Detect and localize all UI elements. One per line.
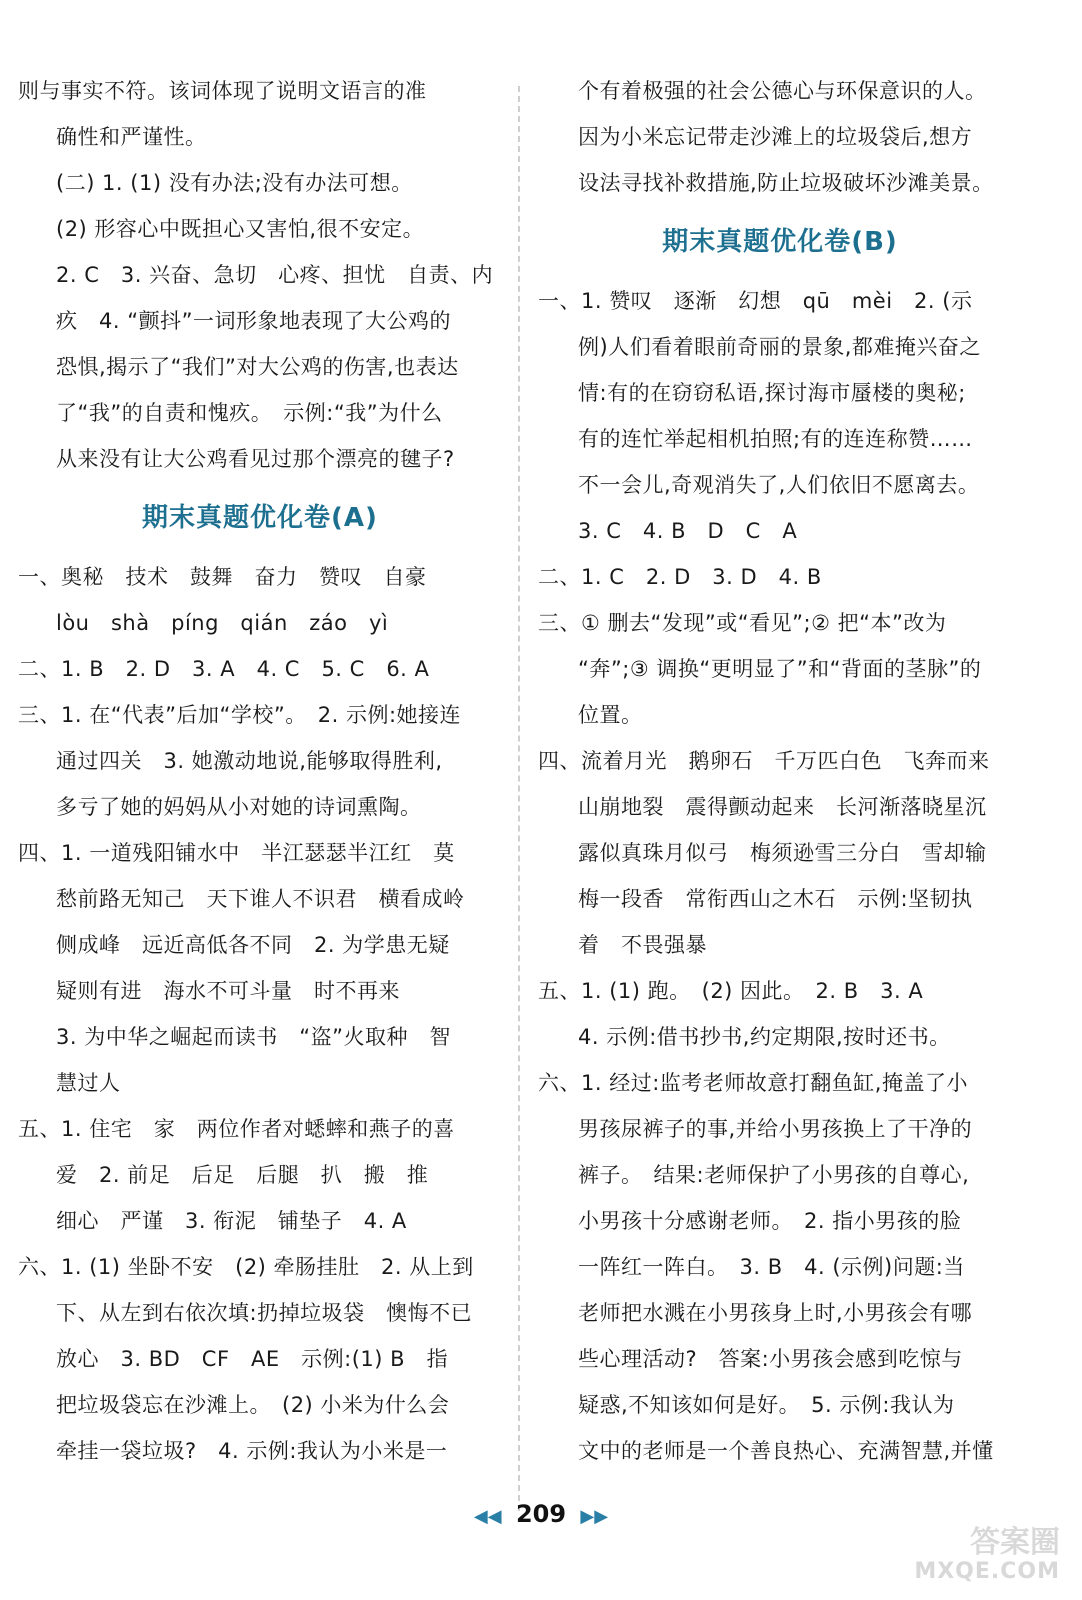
watermark-logo: [860, 1526, 1060, 1586]
text-line: 些心理活动? 答案:小男孩会感到吃惊与: [578, 1347, 963, 1371]
text-line: 裤子。 结果:老师保护了小男孩的自尊心,: [578, 1163, 970, 1187]
text-line: 例)人们看着眼前奇丽的景象,都难掩兴奋之: [578, 335, 981, 359]
text-line: 六、1. (1) 坐卧不安 (2) 牵肠挂肚 2. 从上到: [18, 1255, 474, 1279]
text-line: 3. C 4. B D C A: [578, 519, 798, 543]
section-title-b: 期末真题优化卷(B): [662, 227, 898, 257]
text-line: lòu shà píng qián záo yì: [56, 611, 389, 635]
right-column: [538, 68, 1022, 1474]
text-line: 山崩地裂 震得颤动起来 长河渐落晓星沉: [578, 795, 987, 819]
text-line: 一、1. 赞叹 逐渐 幻想 qū mèi 2. (示: [538, 289, 973, 313]
text-line: 疑惑,不知该如何是好。 5. 示例:我认为: [578, 1393, 955, 1417]
text-line: 疚 4. “颤抖”一词形象地表现了大公鸡的: [56, 309, 451, 333]
prev-arrows-icon: ◀◀: [473, 1506, 502, 1527]
watermark-text: 答案圈: [970, 1525, 1060, 1560]
column-divider: [518, 86, 520, 1511]
text-line: 则与事实不符。该词体现了说明文语言的准: [18, 79, 427, 103]
text-line: 四、流着月光 鹅卵石 千万匹白色 飞奔而来: [538, 749, 990, 773]
text-line: 露似真珠月似弓 梅须逊雪三分白 雪却输: [578, 841, 987, 865]
text-line: 爱 2. 前足 后足 后腿 扒 搬 推: [56, 1163, 429, 1187]
text-line: 设法寻找补救措施,防止垃圾破坏沙滩美景。: [578, 171, 994, 195]
text-line: 五、1. (1) 跑。 (2) 因此。 2. B 3. A: [538, 979, 924, 1003]
text-line: 下、从左到右依次填:扔掉垃圾袋 懊悔不已: [56, 1301, 473, 1325]
next-arrows-icon: ▶▶: [580, 1506, 609, 1527]
page-number: 209: [515, 1500, 567, 1528]
text-line: 因为小米忘记带走沙滩上的垃圾袋后,想方: [578, 125, 973, 149]
text-line: 侧成峰 远近高低各不同 2. 为学患无疑: [56, 933, 450, 957]
text-line: 了“我”的自责和愧疚。 示例:“我”为什么: [56, 401, 443, 425]
text-line: 一阵红一阵白。 3. B 4. (示例)问题:当: [578, 1255, 965, 1279]
text-line: 从来没有让大公鸡看见过那个漂亮的毽子?: [56, 447, 455, 471]
text-line: 男孩尿裤子的事,并给小男孩换上了干净的: [578, 1117, 973, 1141]
text-line: 四、1. 一道残阳铺水中 半江瑟瑟半江红 莫: [18, 841, 455, 865]
text-line: 疑则有进 海水不可斗量 时不再来: [56, 979, 400, 1003]
text-line: 4. 示例:借书抄书,约定期限,按时还书。: [578, 1025, 951, 1049]
text-line: 放心 3. BD CF AE 示例:(1) B 指: [56, 1347, 449, 1371]
text-line: “奔”;③ 调换“更明显了”和“背面的茎脉”的: [578, 657, 982, 681]
text-line: 二、1. B 2. D 3. A 4. C 5. C 6. A: [18, 657, 430, 681]
text-line: 把垃圾袋忘在沙滩上。 (2) 小米为什么会: [56, 1393, 450, 1417]
text-line: 不一会儿,奇观消失了,人们依旧不愿离去。: [578, 473, 980, 497]
text-line: 二、1. C 2. D 3. D 4. B: [538, 565, 822, 589]
text-line: 一、奥秘 技术 鼓舞 奋力 赞叹 自豪: [18, 565, 427, 589]
text-line: 愁前路无知己 天下谁人不识君 横看成岭: [56, 887, 465, 911]
text-line: 梅一段香 常衔西山之木石 示例:坚韧执: [578, 887, 973, 911]
text-line: 慧过人: [56, 1071, 121, 1095]
text-line: 老师把水溅在小男孩身上时,小男孩会有哪: [578, 1301, 973, 1325]
text-line: 位置。: [578, 703, 643, 727]
text-line: 牵挂一袋垃圾? 4. 示例:我认为小米是一: [56, 1439, 448, 1463]
text-line: 三、1. 在“代表”后加“学校”。 2. 示例:她接连: [18, 703, 462, 727]
text-line: 通过四关 3. 她激动地说,能够取得胜利,: [56, 749, 443, 773]
text-line: 有的连忙举起相机拍照;有的连连称赞……: [578, 427, 973, 451]
text-line: 恐惧,揭示了“我们”对大公鸡的伤害,也表达: [56, 355, 459, 379]
text-line: 2. C 3. 兴奋、急切 心疼、担忧 自责、内: [56, 263, 494, 287]
watermark-url: MXQE.COM: [914, 1559, 1060, 1584]
text-line: 多亏了她的妈妈从小对她的诗词熏陶。: [56, 795, 422, 819]
text-line: 情:有的在窃窃私语,探讨海市蜃楼的奥秘;: [578, 381, 966, 405]
text-line: 六、1. 经过:监考老师故意打翻鱼缸,掩盖了小: [538, 1071, 968, 1095]
text-line: 三、① 删去“发现”或“看见”;② 把“本”改为: [538, 611, 947, 635]
text-line: 3. 为中华之崛起而读书 “盗”火取种 智: [56, 1025, 451, 1049]
text-line: 文中的老师是一个善良热心、充满智慧,并懂: [578, 1439, 994, 1463]
text-line: 小男孩十分感谢老师。 2. 指小男孩的脸: [578, 1209, 962, 1233]
text-line: (二) 1. (1) 没有办法;没有办法可想。: [56, 171, 413, 195]
text-line: 着 不畏强暴: [578, 933, 707, 957]
text-line: 五、1. 住宅 家 两位作者对蟋蟀和燕子的喜: [18, 1117, 455, 1141]
section-title-a: 期末真题优化卷(A): [142, 503, 378, 533]
text-line: 个有着极强的社会公德心与环保意识的人。: [578, 79, 987, 103]
left-column: [18, 68, 502, 1474]
text-line: (2) 形容心中既担心又害怕,很不安定。: [56, 217, 425, 241]
text-line: 确性和严谨性。: [56, 125, 207, 149]
text-line: 细心 严谨 3. 衔泥 铺垫子 4. A: [56, 1209, 407, 1233]
